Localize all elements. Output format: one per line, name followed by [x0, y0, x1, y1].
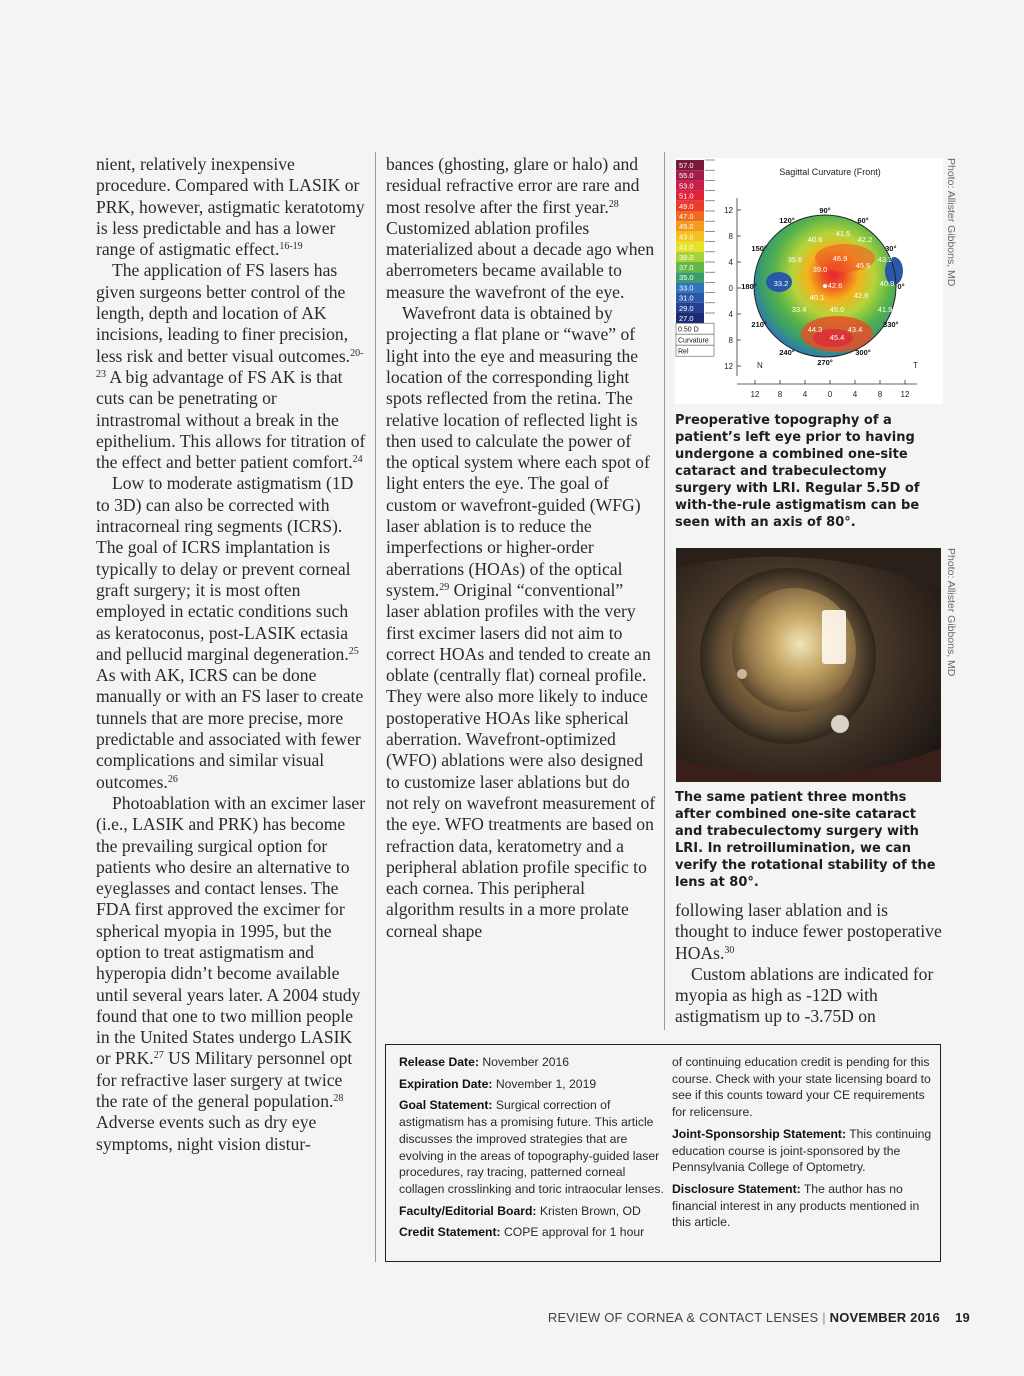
- paragraph: Custom ablations are indicated for myopia as high as -12D with astigmatism up to -3.75D on: [675, 963, 934, 1027]
- degree-label: 240°: [779, 347, 795, 357]
- scale-label: Curvature: [678, 337, 709, 345]
- scale-value: 53.0: [679, 181, 694, 191]
- retroillumination-photo: [676, 548, 941, 782]
- paragraph: Wavefront data is obtained by projecting a flat plane or “wave” of light into the eye and measuring the location of the corresponding light spots reflected from the retina. The relative location of reflected light is then used to calculate the power of the optical system where each spot of light enters the eye. The goal of custom or wavefront-guided (WFG) laser ablation is to reduce the imperfections or higher-order aberrations (HOAs) of the optical system.$^{29}$ Original “conventional” laser ablation profiles with the very first excimer lasers did not aim to correct HOAs and tended to create an oblate (centrally flat) corneal profile. They were also more likely to induce postoperative HOAs like spherical aberration. Wavefront-optimized (WFO) ablations were also designed to customize laser ablations but do not rely on wavefront measurement of the eye. WFO treatments are based on refraction data, keratometry and a peripheral ablation profile specific to each cornea. This peripheral algorithm results in a more prolate corneal shape: [386, 303, 656, 941]
- x-tick-label: 12: [900, 390, 910, 399]
- page-footer: [0, 1310, 970, 1325]
- degree-label: 180°: [741, 282, 757, 291]
- figure-caption: Preoperative topography of a patient’s left eye prior to having undergone a combined one-site cataract and trabeculectomy surgery with LRI. Regular 5.5D of with-the-rule astigmatism can be seen with an axis of 80°.: [675, 413, 920, 530]
- x-tick-label: 0: [827, 390, 833, 399]
- temporal-label: T: [913, 361, 918, 370]
- nasal-label: N: [757, 361, 763, 370]
- eye-photo: [676, 548, 941, 782]
- y-tick-label: 12: [724, 362, 733, 371]
- reference: 27: [153, 1050, 164, 1062]
- article-column-3: [675, 900, 943, 1028]
- goal-statement: Goal Statement: Surgical correction of astigmatism has a promising future. This article discusses the improved strategies that are evolving in the areas of topography-guided laser procedures, ray tracing, patterned corneal collagen crosslinking and toric intraocular lenses.: [399, 1098, 664, 1196]
- curvature-value: 40.6: [807, 235, 823, 244]
- paragraph: Low to moderate astigmatism (1D to 3D) can also be corrected with intracorneal ring segments (ICRS). The goal of ICRS implantation is typically to delay or prevent corneal graft surgery; it is most often employed in ectatic conditions such as keratoconus, post-LASIK ectasia and pellucid marginal degeneration.$^{25}$ As with AK, ICRS can be done manually or with an FS laser to create tunnels that are more precise, more predictable and associated with fewer complications and similar visual outcomes.$^{26}$: [96, 473, 364, 792]
- degree-label: 90°: [819, 206, 831, 215]
- x-tick-label: 8: [877, 390, 883, 399]
- x-tick-label: 12: [750, 390, 760, 399]
- scale-value: 57.0: [679, 161, 694, 170]
- paragraph: Photoablation with an excimer laser (i.e., LASIK and PRK) has become the prevailing surgical option for patients who desire an alternative to eyeglasses and contact lenses. The FDA first approved the excimer for spherical myopia in 1995, but the option to treat astigmatism and hyperopia didn’t become available until several years later. A 2004 study found that one to two million people in the United States undergo LASIK or PRK.$^{27}$ US Military personnel opt for refractive laser surgery at twice the rate of the general population.$^{28}$ Adverse events such as dry eye symptoms, night vision distur-: [96, 792, 366, 1154]
- map-title: Sagittal Curvature (Front): [779, 167, 881, 177]
- curvature-value: 42.8: [853, 291, 869, 300]
- curvature-value: 45.4: [829, 333, 845, 342]
- curvature-value: 33.2: [773, 279, 789, 288]
- scale-label: 0.50 D: [678, 326, 699, 334]
- photo-credit: Photo: Allister Gibbons, MD: [945, 548, 957, 677]
- degree-label: 30°: [885, 244, 897, 253]
- credit-statement-continued: of continuing education credit is pending for this course. Check with your state licensing board to see if this counts toward your CE requirements for relicensure.: [672, 1055, 931, 1120]
- paragraph: nient, relatively inexpensive procedure. Compared with LASIK or PRK, however, astigmatic keratotomy is less predictable and has a lower range of astigmatic effect.$^{16-19}$: [96, 154, 365, 260]
- degree-label: 0°: [897, 282, 905, 291]
- degree-label: 210°: [751, 320, 767, 329]
- paragraph: bances (ghosting, glare or halo) and residual refractive error are rare and most resolve after the first year.$^{28}$ Customized ablation profiles materialized about a decade ago when aberrometers became available to measure the wavefront of the eye.: [386, 154, 655, 302]
- curvature-value: 43.2: [877, 255, 893, 264]
- curvature-value: 42.6: [827, 281, 843, 290]
- scale-label: Rel: [678, 348, 689, 356]
- scale-value: 29.0: [679, 303, 694, 313]
- degree-label: 60°: [857, 216, 869, 226]
- curvature-value: 33.4: [791, 305, 807, 314]
- x-tick-label: 4: [802, 390, 808, 399]
- reference: 26: [167, 773, 178, 785]
- scale-value: 47.0: [679, 212, 694, 221]
- scale-value: 37.0: [679, 263, 694, 272]
- curvature-value: 45.6: [855, 261, 871, 270]
- degree-label: 150°: [751, 244, 767, 253]
- degree-label: 270°: [817, 358, 833, 367]
- y-tick-label: 12: [724, 206, 733, 215]
- scale-value: 49.0: [679, 201, 694, 211]
- figure-caption: The same patient three months after combined one-site cataract and trabeculectomy surgery with LRI. In retroillumination, we can verify the rotational stability of the lens at 80°.: [675, 790, 936, 890]
- scale-value: 55.0: [679, 171, 694, 181]
- joint-sponsorship: Joint-Sponsorship Statement: This continuing education course is joint-sponsored by the Pennsylvania College of Optometry.: [672, 1126, 932, 1175]
- release-date: Release Date: November 2016: [399, 1055, 570, 1069]
- curvature-value: 44.3: [807, 325, 823, 334]
- degree-label: 330°: [883, 320, 899, 329]
- paragraph: following laser ablation and is thought to induce fewer postoperative HOAs.$^{30}$: [675, 900, 942, 963]
- scale-value: 45.0: [679, 222, 694, 232]
- y-tick-label: 4: [728, 258, 733, 267]
- scale-value: 35.0: [679, 273, 694, 283]
- reference: 29: [439, 581, 450, 593]
- article-column-1: [96, 154, 366, 1155]
- degree-label: 120°: [779, 216, 795, 226]
- curvature-value: 41.9: [877, 305, 893, 314]
- ce-left-column: [399, 1054, 665, 1246]
- y-tick-label: 4: [728, 310, 733, 319]
- article-column-2: [386, 154, 656, 942]
- topography-figure: [675, 158, 943, 404]
- scale-value: 41.0: [679, 242, 694, 252]
- reference: 20-23: [96, 347, 364, 380]
- y-tick-label: 8: [728, 232, 733, 241]
- curvature-value: 40.1: [809, 293, 825, 302]
- reference: 16-19: [279, 241, 303, 253]
- faculty-board: Faculty/Editorial Board: Kristen Brown, OD: [399, 1203, 641, 1218]
- scale-value: 39.0: [679, 252, 694, 262]
- y-tick-label: 8: [728, 336, 733, 345]
- curvature-value: 45.0: [829, 305, 845, 314]
- page-number: 19: [955, 1310, 970, 1325]
- disclosure-statement: Disclosure Statement: The author has no financial interest in any products mentioned in this article.: [672, 1181, 920, 1230]
- ce-info-box: [385, 1044, 941, 1262]
- curvature-value: 39.0: [812, 265, 828, 274]
- curvature-value: 43.4: [847, 325, 863, 334]
- photo-credit: Photo: Allister Gibbons, MD: [945, 158, 957, 287]
- curvature-value: 41.5: [835, 229, 851, 238]
- curvature-value: 35.6: [787, 255, 803, 264]
- column-divider: [375, 152, 376, 1262]
- credit-statement: Credit Statement: COPE approval for 1 hour: [399, 1225, 645, 1240]
- expiration-date: Expiration Date: November 1, 2019: [399, 1076, 597, 1091]
- column-divider: [664, 152, 665, 1030]
- degree-label: 300°: [855, 347, 871, 357]
- scale-value: 31.0: [679, 293, 694, 303]
- footer-separator: |: [822, 1310, 826, 1325]
- scale-value: 27.0: [679, 314, 694, 323]
- paragraph: The application of FS lasers has given surgeons better control of the length, depth and location of AK incisions, leading to finer precision, less risk and better visual outcomes.$^{20-23}$ A big advantage of FS AK is that cuts can be penetrating or intrastromal without a break in the epithelium. This allows for titration of the effect and better patient comfort.$^{24}$: [96, 260, 366, 473]
- reference: 28: [333, 1093, 344, 1105]
- x-tick-label: 8: [777, 390, 783, 399]
- curvature-value: 40.9: [879, 279, 895, 288]
- reference: 24: [352, 454, 363, 466]
- reference: 25: [348, 645, 359, 657]
- y-tick-label: 0: [728, 284, 733, 293]
- reference: 30: [724, 944, 735, 956]
- curvature-value: 42.2: [857, 235, 873, 244]
- ce-right-column: [672, 1054, 934, 1236]
- scale-value: 33.0: [679, 283, 694, 293]
- curvature-value: 46.9: [832, 254, 848, 263]
- topography-map: [675, 158, 943, 404]
- scale-value: 51.0: [679, 191, 694, 201]
- x-tick-label: 4: [852, 390, 858, 399]
- issue-date: NOVEMBER 2016: [829, 1310, 940, 1325]
- reference: 28: [608, 198, 619, 210]
- scale-value: 43.0: [679, 232, 694, 242]
- publication-name: REVIEW OF CORNEA & CONTACT LENSES: [547, 1310, 819, 1325]
